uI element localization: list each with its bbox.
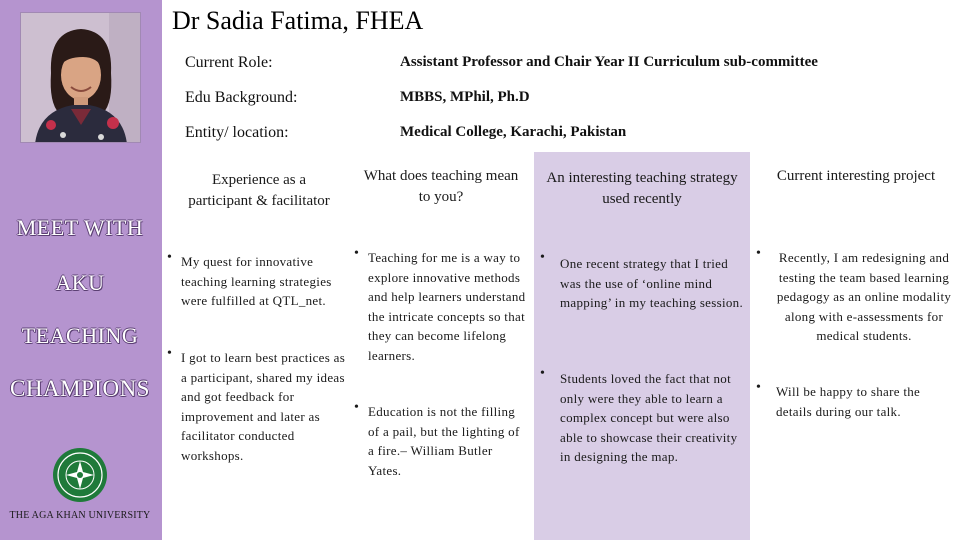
strategy-bullet-2: Students loved the fact that not only were they able to learn a complex concept but were also able to showcase their creativity in designing the map.: [560, 371, 738, 464]
bullet-icon: •: [354, 400, 359, 415]
sidebar-title-line-1: MEET WITH: [16, 215, 144, 240]
edu-label: Edu Background:: [185, 89, 298, 106]
sidebar: [0, 0, 162, 540]
entity-label: Entity/ location:: [185, 124, 289, 141]
sidebar-title-line-4: CHAMPIONS: [10, 376, 150, 401]
experience-heading: Experience as a participant & facilitator: [188, 172, 330, 209]
experience-bullet-1: My quest for innovative teaching learning strategies were fulfilled at QTL_net.: [181, 254, 332, 308]
strategy-column: [534, 152, 750, 540]
role-value: Assistant Professor and Chair Year II Curriculum sub-committee: [400, 54, 818, 70]
experience-column: [162, 152, 348, 540]
strategy-heading: An interesting teaching strategy used recently: [546, 170, 738, 207]
university-name: THE AGA KHAN UNIVERSITY: [9, 510, 151, 521]
strategy-bullet-1: One recent strategy that I tried was the use of ‘online mind mapping’ in my teaching session.: [560, 256, 744, 310]
teaching-bullet-1: Teaching for me is a way to explore innovative methods and help learners understand the intricate concepts so that they can become lifelong learners.: [368, 250, 526, 363]
bullet-icon: •: [756, 380, 761, 395]
role-label: Current Role:: [185, 54, 273, 71]
bullet-icon: •: [167, 250, 172, 265]
teaching-column: [348, 152, 534, 540]
bullet-icon: •: [167, 346, 172, 361]
page-title: Dr Sadia Fatima, FHEA: [172, 6, 424, 35]
entity-value: Medical College, Karachi, Pakistan: [400, 124, 627, 140]
sidebar-title-line-3: TEACHING: [21, 323, 139, 348]
experience-bullet-2: I got to learn best practices as a participant, shared my ideas and got feedback for improvement and later as facilitator conducted workshops.: [181, 350, 346, 463]
profile-photo: [20, 12, 141, 143]
aku-logo-icon: [52, 447, 108, 503]
project-heading: Current interesting project: [776, 168, 936, 184]
project-bullet-1: Recently, I am redesigning and testing the team based learning pedagogy as an online modality along with e-assessments for medical students.: [776, 250, 952, 343]
bullet-icon: •: [756, 246, 761, 261]
bullet-icon: •: [540, 250, 545, 265]
project-bullet-2: Will be happy to share the details during our talk.: [776, 384, 921, 419]
bullet-icon: •: [540, 366, 545, 381]
teaching-heading: What does teaching mean to you?: [363, 168, 519, 205]
project-column: [750, 152, 960, 540]
edu-value: MBBS, MPhil, Ph.D: [400, 89, 530, 105]
sidebar-title-line-2: AKU: [55, 270, 105, 295]
teaching-bullet-2: Education is not the filling of a pail, but the lighting of a fire.– William Butler Yates.: [368, 404, 520, 478]
bullet-icon: •: [354, 246, 359, 261]
